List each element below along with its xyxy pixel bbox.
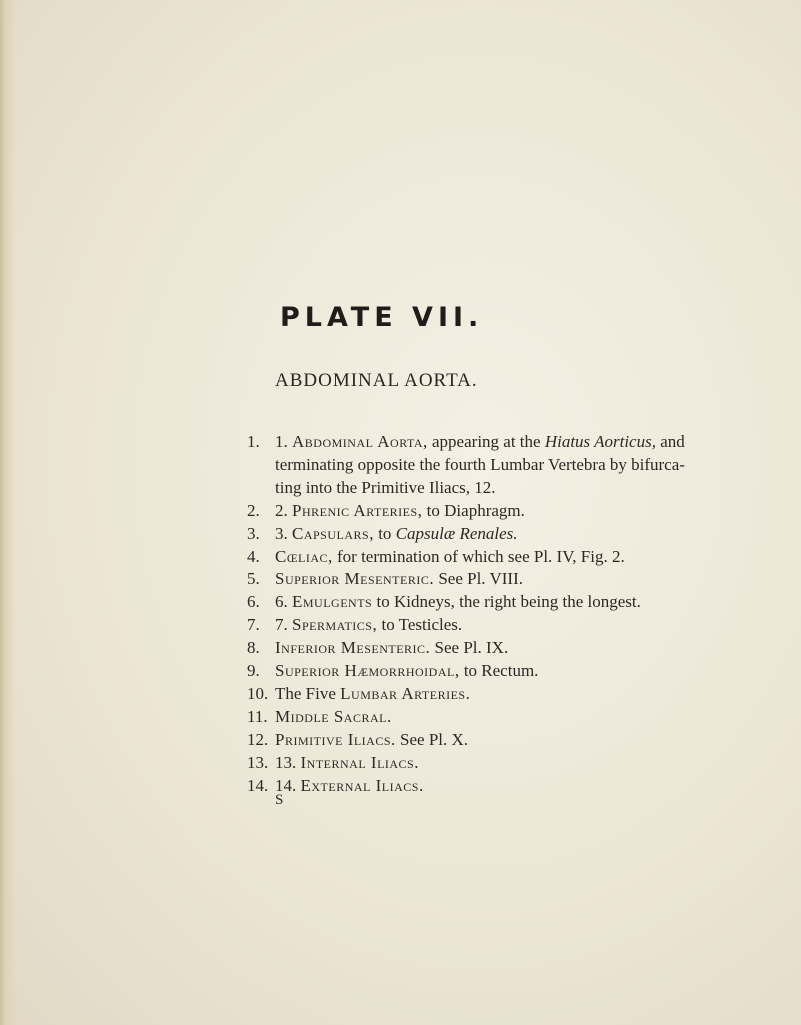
entry-number: 10. (247, 683, 269, 703)
entry-number: 4. (247, 546, 260, 566)
entry-name: Phrenic Arteries, (292, 500, 423, 520)
entry-italic: Hiatus Aorticus, (544, 432, 656, 451)
entry-ref: 3. (275, 523, 288, 543)
entry-number: 7. (247, 615, 260, 635)
entry-name: Superior Hæmorrhoidal, (275, 661, 460, 681)
entry-ref: 1. (275, 432, 288, 451)
entry-continuation: ting into the Primitive Iliacs, 12. (275, 477, 496, 497)
entry-name: Lumbar Arteries. (340, 683, 471, 703)
entry-text: The Five (275, 683, 341, 703)
entry-number: 13. (247, 752, 269, 772)
list-item (247, 431, 747, 500)
entry-name: Cœliac, (275, 546, 333, 566)
artery-list (247, 431, 747, 798)
entry-name: Superior Mesenteric. (275, 569, 435, 589)
entry-number: 14. (247, 775, 269, 795)
entry-ref: 2. (275, 500, 288, 520)
entry-name: Primitive Iliacs. (275, 729, 396, 749)
list-item (247, 546, 747, 569)
entry-name: Inferior Mesenteric. (275, 638, 431, 658)
entry-text: to Rectum. (459, 661, 539, 681)
list-item (247, 752, 747, 775)
entry-ref: 13. (275, 752, 297, 772)
entry-number: 9. (247, 661, 260, 681)
entry-italic: Capsulæ Renales. (395, 523, 518, 543)
list-item (247, 523, 747, 546)
entry-name: Abdominal Aorta, (292, 432, 428, 451)
entry-text: See Pl. IX. (430, 638, 509, 658)
book-gutter (0, 0, 16, 1025)
entry-continuation: terminating opposite the fourth Lumbar Vertebra by bifurca- (275, 454, 685, 474)
list-item (247, 568, 747, 591)
signature-mark: S (275, 792, 284, 808)
list-item (247, 729, 747, 752)
entry-text: to Diaphragm. (422, 500, 525, 520)
entry-name: External Iliacs. (300, 775, 424, 795)
entry-number: 2. (247, 500, 260, 520)
entry-ref: 6. (275, 592, 288, 612)
entry-name: Internal Iliacs. (300, 752, 419, 772)
entry-text: to (373, 523, 396, 543)
entry-text: to Kidneys, the right being the longest. (372, 592, 641, 612)
entry-text: appearing at the (427, 432, 545, 451)
list-item (247, 775, 747, 798)
entry-name: Capsulars, (292, 523, 374, 543)
entry-name: Spermatics, (292, 615, 378, 635)
entry-ref: 7. (275, 615, 288, 635)
section-subtitle: ABDOMINAL AORTA. (275, 370, 478, 391)
entry-name: Emulgents (292, 592, 373, 612)
entry-ref: 14. (275, 775, 297, 795)
entry-text: for termination of which see Pl. IV, Fig. 2. (332, 546, 625, 566)
entry-text: and (655, 432, 685, 451)
entry-number: 12. (247, 729, 269, 749)
entry-text: See Pl. X. (395, 729, 469, 749)
list-item (247, 591, 747, 614)
list-item (247, 500, 747, 523)
entry-text: See Pl. VIII. (434, 569, 524, 589)
entry-number: 5. (247, 569, 260, 589)
entry-number: 3. (247, 523, 260, 543)
entry-name: Middle Sacral. (275, 706, 392, 726)
list-item (247, 614, 747, 637)
list-item (247, 637, 747, 660)
list-item (247, 706, 747, 729)
list-item (247, 660, 747, 683)
plate-title: PLATE VII. (280, 302, 484, 333)
list-item (247, 683, 747, 706)
entry-number: 6. (247, 592, 260, 612)
entry-number: 1. (247, 432, 260, 451)
entry-number: 11. (247, 706, 268, 726)
entry-number: 8. (247, 638, 260, 658)
entry-text: to Testicles. (377, 615, 463, 635)
